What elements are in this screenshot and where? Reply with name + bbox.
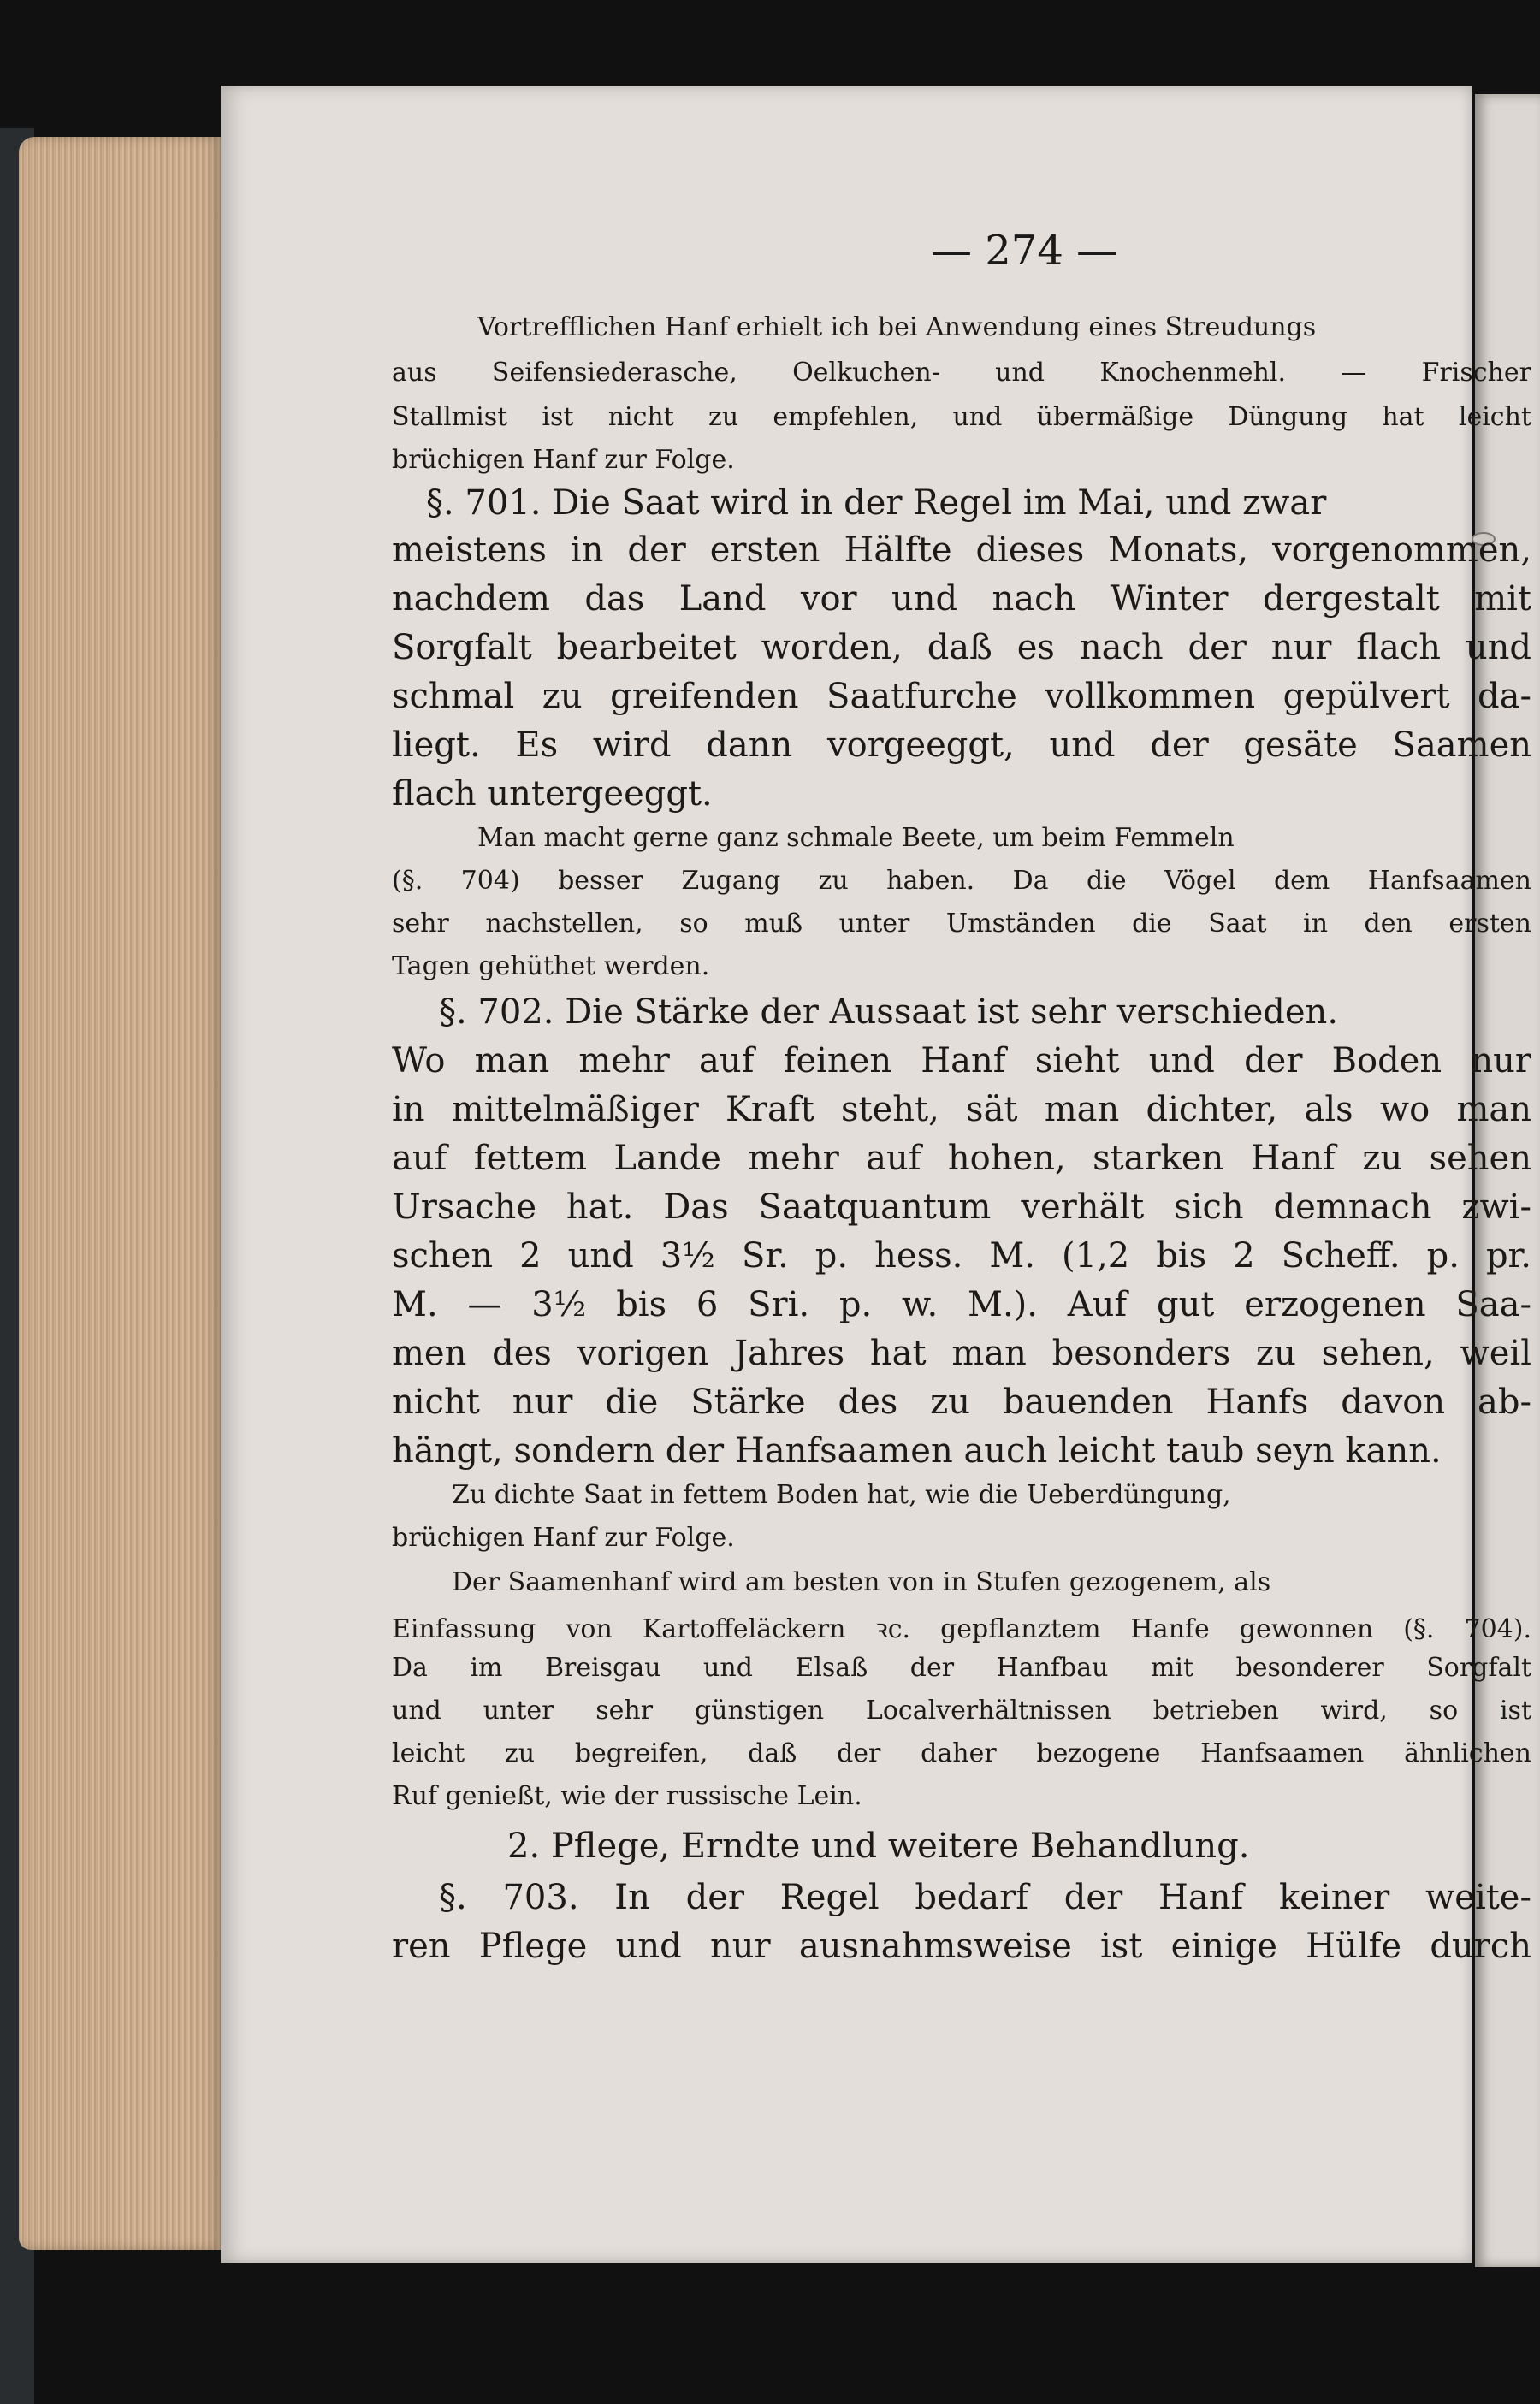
text-line: meistens in der ersten Hälfte dieses Monats, vorgenommen,: [392, 530, 1531, 570]
text-line: Tagen gehüthet werden.: [392, 951, 710, 981]
text-line: schen 2 und 3½ Sr. p. hess. M. (1,2 bis 2 Scheff. p. pr.: [392, 1236, 1531, 1276]
text-line: Der Saamenhanf wird am besten von in Stufen gezogenem, als: [452, 1567, 1271, 1597]
text-line: §. 703. In der Regel bedarf der Hanf keiner weite-: [439, 1878, 1531, 1917]
text-line: brüchigen Hanf zur Folge.: [392, 445, 735, 475]
text-line: §. 701. Die Saat wird in der Regel im Mai, und zwar: [426, 483, 1327, 523]
text-line: (§. 704) besser Zugang zu haben. Da die Vögel dem Hanfsaamen: [392, 866, 1531, 896]
text-line: nicht nur die Stärke des zu bauenden Hanfs davon ab-: [392, 1383, 1531, 1422]
book-page: [221, 86, 1531, 2263]
text-line: Man macht gerne ganz schmale Beete, um beim Femmeln: [477, 823, 1235, 853]
text-line: Sorgfalt bearbeitet worden, daß es nach der nur flach und: [392, 628, 1531, 667]
text-line: M. — 3½ bis 6 Sri. p. w. M.). Auf gut erzogenen Saa-: [392, 1285, 1531, 1324]
text-line: sehr nachstellen, so muß unter Umständen die Saat in den ersten: [392, 909, 1531, 939]
text-line: Ursache hat. Das Saatquantum verhält sich demnach zwi-: [392, 1187, 1531, 1227]
text-line: liegt. Es wird dann vorgeeggt, und der gesäte Saamen: [392, 725, 1531, 765]
text-line: leicht zu begreifen, daß der daher bezogene Hanfsaamen ähnlichen: [392, 1738, 1531, 1768]
text-line: hängt, sondern der Hanfsaamen auch leicht taub seyn kann.: [392, 1431, 1442, 1471]
text-line: schmal zu greifenden Saatfurche vollkommen gepülvert da-: [392, 677, 1531, 716]
section-heading: 2. Pflege, Erndte und weitere Behandlung.: [507, 1827, 1250, 1866]
text-line: Stallmist ist nicht zu empfehlen, und übermäßige Düngung hat leicht: [392, 402, 1531, 432]
text-line: §. 702. Die Stärke der Aussaat ist sehr verschieden.: [439, 992, 1339, 1032]
text-line: nachdem das Land vor und nach Winter dergestalt mit: [392, 579, 1531, 619]
text-line: Ruf genießt, wie der russische Lein.: [392, 1781, 862, 1811]
text-line: und unter sehr günstigen Localverhältnissen betrieben wird, so ist: [392, 1696, 1531, 1726]
text-line: flach untergeeggt.: [392, 774, 713, 814]
text-line: aus Seifensiederasche, Oelkuchen- und Knochenmehl. — Frischer: [392, 358, 1531, 388]
text-line: brüchigen Hanf zur Folge.: [392, 1523, 735, 1553]
text-line: Da im Breisgau und Elsaß der Hanfbau mit besonderer Sorgfalt: [392, 1653, 1531, 1683]
text-line: auf fettem Lande mehr auf hohen, starken Hanf zu sehen: [392, 1139, 1531, 1178]
text-line: men des vorigen Jahres hat man besonders zu sehen, weil: [392, 1334, 1531, 1373]
text-line: Vortrefflichen Hanf erhielt ich bei Anwendung eines Streudungs: [477, 312, 1317, 342]
text-line: ren Pflege und nur ausnahmsweise ist einige Hülfe durch: [392, 1927, 1531, 1966]
text-line: Wo man mehr auf feinen Hanf sieht und der Boden nur: [392, 1041, 1531, 1081]
page-number: — 274 —: [931, 227, 1118, 275]
text-line: Einfassung von Kartoffeläckern ꝛc. gepflanztem Hanfe gewonnen (§. 704).: [392, 1614, 1531, 1644]
book-page-edges: [19, 137, 222, 2250]
text-line: Zu dichte Saat in fettem Boden hat, wie die Ueberdüngung,: [452, 1480, 1231, 1510]
text-line: in mittelmäßiger Kraft steht, sät man dichter, als wo man: [392, 1090, 1531, 1129]
